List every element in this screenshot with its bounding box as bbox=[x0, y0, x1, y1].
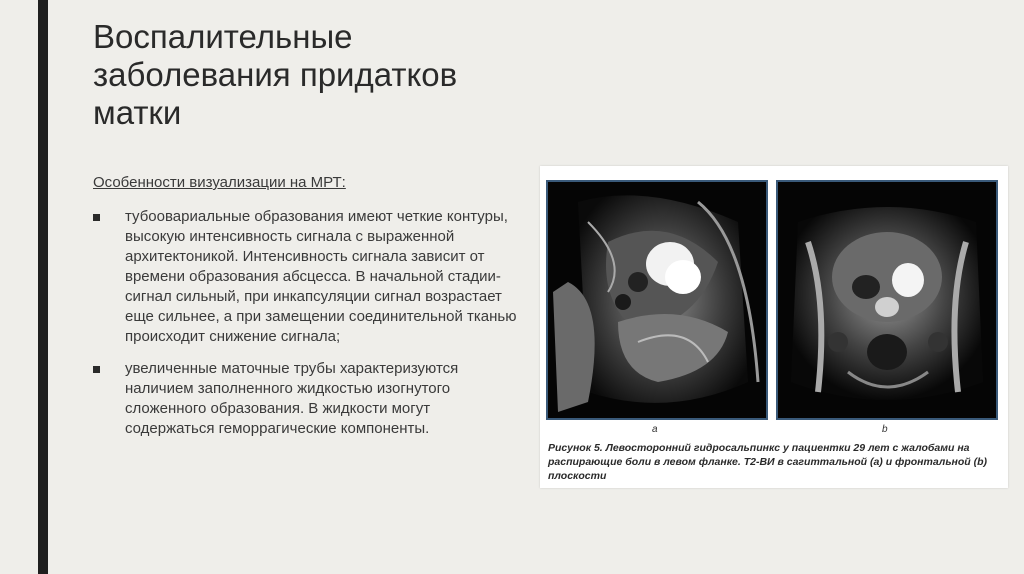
bullet-text: тубоовариальные образования имеют четкие контуры, высокую интенсивность сигнала с выраженной архитектоникой. Интенсивность сигнала зависит от времени образования абсцесса. В начальной стадии- сигнал сильный, при инкапсуляции сигнал возрастает еще сильнее, а при замещении соединительной тканью происходит снижение сигнала; bbox=[125, 208, 517, 345]
bullet-item bbox=[93, 207, 518, 347]
mri-sagittal-image bbox=[546, 180, 768, 420]
mri-frontal-image bbox=[776, 180, 998, 420]
panel-label-b: b bbox=[882, 424, 888, 435]
bullet-item bbox=[93, 359, 518, 439]
bullet-list bbox=[93, 207, 518, 451]
accent-bar bbox=[38, 0, 48, 574]
bullet-text: увеличенные маточные трубы характеризуются наличием заполненного жидкостью изогнутого сложенного образования. В жидкости могут содержаться геморрагические компоненты. bbox=[125, 360, 459, 437]
mri-figure bbox=[540, 166, 1008, 488]
section-subtitle: Особенности визуализации на МРТ: bbox=[93, 174, 346, 191]
square-bullet-icon bbox=[93, 214, 100, 221]
square-bullet-icon bbox=[93, 366, 100, 373]
panel-label-a: a bbox=[652, 424, 658, 435]
slide-title: Воспалительные заболевания придатков матки bbox=[93, 18, 458, 131]
figure-caption: Рисунок 5. Левосторонний гидросальпинкс у пациентки 29 лет с жалобами на распирающие боли в левом фланке. Т2-ВИ в сагиттальной (а) и фронтальной (b) плоскости bbox=[548, 442, 988, 482]
